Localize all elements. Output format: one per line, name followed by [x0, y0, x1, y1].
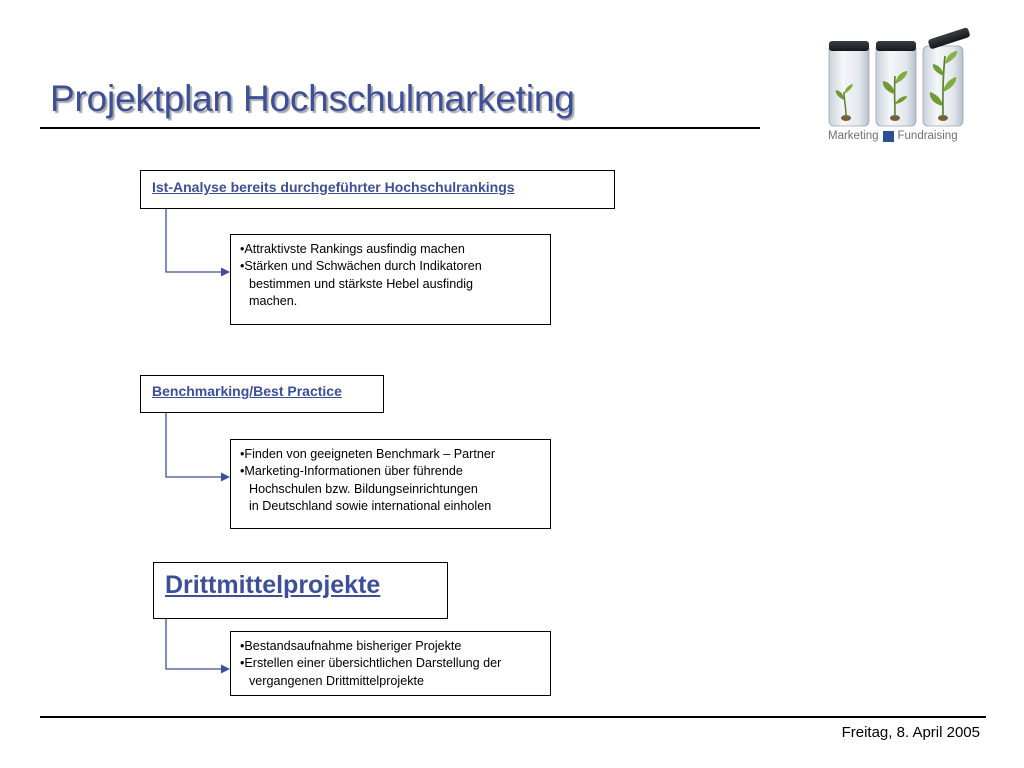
section-heading-box-ist-analyse [140, 170, 615, 209]
jar-3-icon [923, 27, 971, 126]
detail-line: machen. [249, 293, 298, 308]
section-heading-benchmarking[interactable]: Benchmarking/Best Practice [152, 383, 342, 399]
title-divider [40, 127, 760, 129]
section-heading-box-drittmittel [153, 562, 448, 619]
connector-arrow-1 [166, 209, 229, 272]
page-title: Projektplan Hochschulmarketing [50, 78, 575, 119]
logo-caption-marketing: Marketing [828, 130, 879, 142]
logo-caption [828, 130, 958, 142]
jar-1-icon [829, 41, 869, 126]
detail-line: •Bestandsaufnahme bisheriger Projekte [240, 639, 462, 653]
footer-date: Freitag, 8. April 2005 [841, 724, 980, 741]
detail-box-drittmittel [230, 631, 551, 696]
detail-line: •Attraktivste Rankings ausfindig machen [240, 242, 465, 256]
footer-divider [40, 716, 986, 718]
detail-line: in Deutschland sowie international einholen [249, 498, 492, 513]
detail-line: •Marketing-Informationen über führende [240, 464, 463, 479]
detail-box-ist-analyse [230, 234, 551, 325]
detail-line: •Finden von geeigneten Benchmark – Partner [240, 447, 496, 461]
section-heading-box-benchmarking [140, 375, 384, 413]
logo-square-icon [883, 131, 894, 142]
detail-box-benchmarking [230, 439, 551, 529]
jar-2-icon [876, 41, 916, 126]
detail-line: •Erstellen einer übersichtlichen Darstellung der [240, 656, 502, 671]
detail-line: Hochschulen bzw. Bildungseinrichtungen [249, 481, 478, 496]
section-heading-drittmittel[interactable]: Drittmittelprojekte [165, 571, 381, 599]
detail-line: •Stärken und Schwächen durch Indikatoren [240, 259, 482, 274]
section-heading-ist-analyse[interactable]: Ist-Analyse bereits durchgeführter Hochschulrankings [152, 179, 515, 195]
logo-caption-fundraising: Fundraising [897, 130, 958, 142]
connector-arrow-2 [166, 413, 229, 477]
connector-arrow-3 [166, 619, 229, 669]
detail-line: bestimmen und stärkste Hebel ausfindig [249, 276, 474, 291]
detail-line: vergangenen Drittmittelprojekte [249, 673, 425, 688]
